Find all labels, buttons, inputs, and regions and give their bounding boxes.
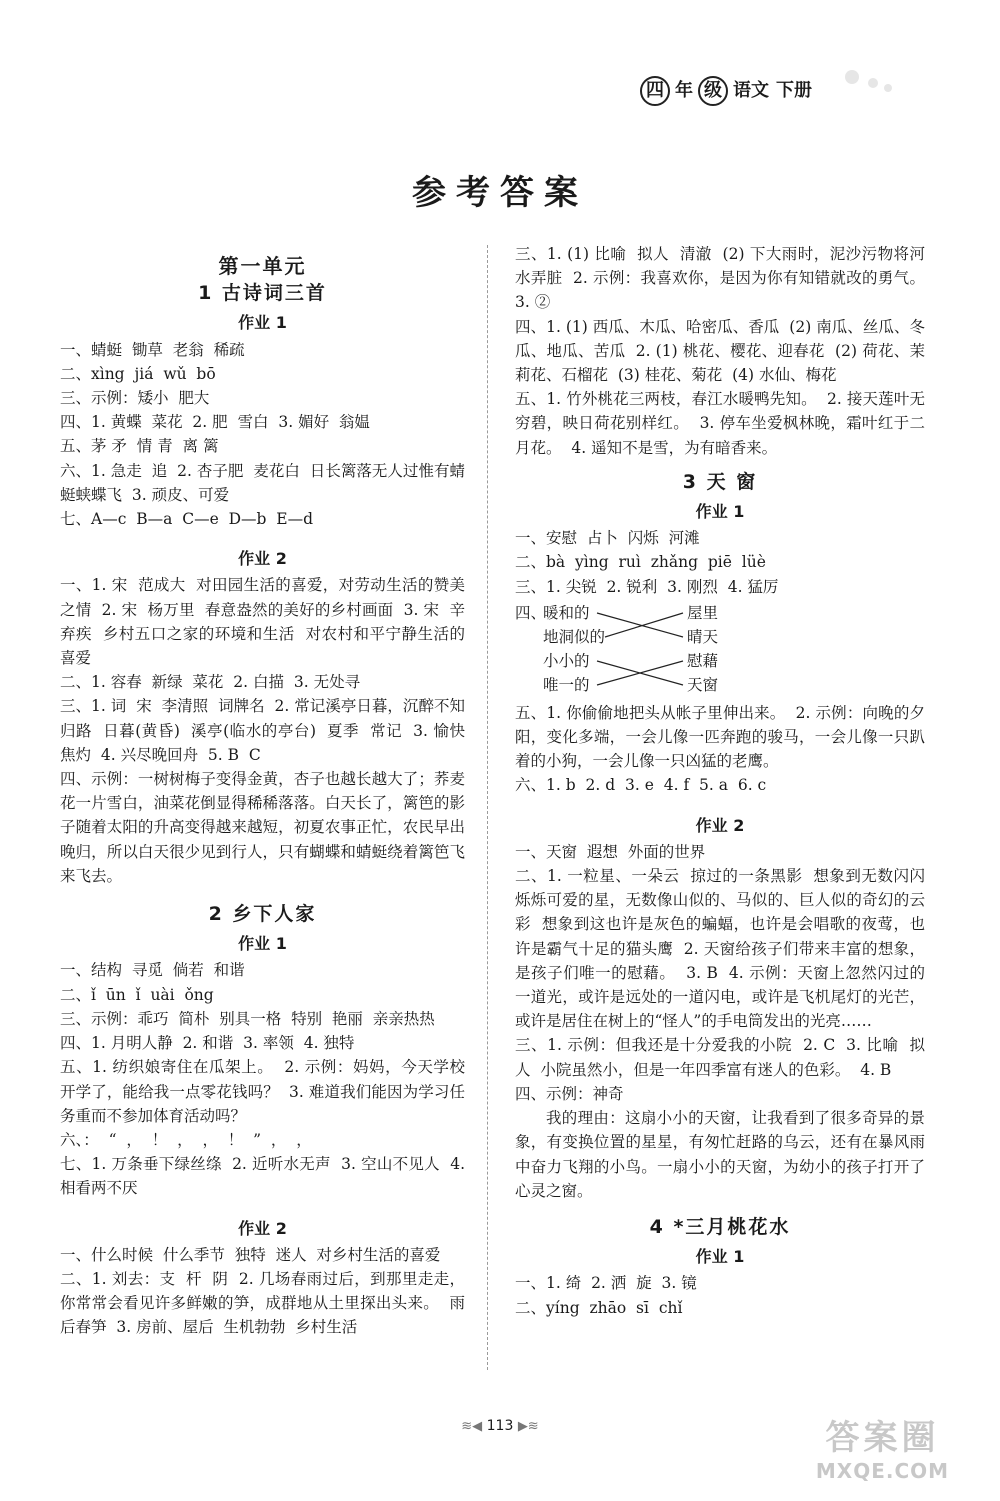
decor-dot — [845, 70, 859, 84]
lesson-heading: 1 古诗词三首 — [198, 282, 327, 305]
answer-line: 五、茅 矛 情 青 离 篱 — [60, 437, 219, 456]
decor-dot — [884, 84, 892, 92]
fish-decor-icon: ▶≋ — [517, 1419, 539, 1434]
lesson-heading: 4 *三月桃花水 — [649, 1215, 791, 1238]
answer-line: 二、ǐ ūn ǐ uài ǒng — [60, 985, 214, 1004]
match-left-item: 地洞似的 — [543, 627, 606, 646]
match-right-item: 慰藉 — [687, 651, 719, 670]
matching-exercise — [515, 601, 925, 697]
answer-line: 四、1. 月明人静 2. 和谐 3. 率领 4. 独特 — [60, 1034, 355, 1053]
answer-line: 四、1. 黄蝶 菜花 2. 肥 雪白 3. 媚好 翁媪 — [60, 413, 370, 432]
answer-line: 七、1. 万条垂下绿丝绦 2. 近听水无声 3. 空山不见人 4. 相看两不厌 — [60, 1155, 470, 1198]
homework-heading: 作业 2 — [695, 815, 745, 835]
matching-number: 四、 — [515, 603, 547, 622]
answer-line: 一、什么时候 什么季节 独特 迷人 对乡村生活的喜爱 — [60, 1245, 441, 1264]
answer-line: 五、1. 竹外桃花三两枝，春江水暖鸭先知。 2. 接天莲叶无穷碧，映日荷花别样红。 3. 停车坐爱枫林晚，霜叶红于二月花。 4. 遥知不是雪，为有暗香来。 — [515, 390, 925, 457]
answer-line: 五、1. 纺织娘寄住在瓜架上。 2. 示例：妈妈，今天学校开学了，能给我一点零花钱吗？ 3. 难道我们能因为学习任务重而不参加体育活动吗？ — [60, 1058, 465, 1125]
match-right-item: 屋里 — [687, 603, 719, 622]
site-watermark — [790, 1410, 975, 1495]
page-number: 113 — [486, 1418, 514, 1434]
answer-line: 一、1. 宋 范成大 对田园生活的喜爱，对劳动生活的赞美之情 2. 宋 杨万里 春意盎然的美好的乡村画面 3. 宋 辛弃疾 乡村五口之家的环境和生活 对农村和平宁静生活的喜爱 — [60, 576, 465, 668]
answer-line: 我的理由：这扇小小的天窗，让我看到了很多奇异的景象，有变换位置的星星，有匆忙赶路的乌云，还有在暴风雨中奋力飞翔的小鸟。一扇小小的天窗，为幼小的孩子打开了心灵之窗。 — [515, 1109, 925, 1200]
lesson-heading: 2 乡下人家 — [208, 903, 317, 926]
answer-line: 一、结构 寻觅 倘若 和谐 — [60, 961, 245, 980]
answer-line: 一、天窗 遐想 外面的世界 — [515, 842, 706, 861]
homework-heading: 作业 1 — [238, 934, 287, 954]
grade-char: 四 — [640, 76, 670, 106]
match-left-item: 暖和的 — [543, 603, 590, 622]
answer-line: 三、示例：矮小 肥大 — [60, 389, 210, 408]
answer-line: 六、1. b 2. d 3. e 4. f 5. a 6. c — [515, 776, 767, 795]
match-right-item: 晴天 — [687, 627, 719, 646]
matching-lines — [595, 601, 685, 697]
subject-label: 语文 — [733, 80, 769, 101]
match-left-item: 小小的 — [543, 651, 590, 670]
homework-heading: 作业 2 — [238, 549, 287, 569]
page-title: 参考答案 — [412, 173, 588, 213]
answer-line: 二、1. 容春 新绿 菜花 2. 白描 3. 无处寻 — [60, 673, 361, 692]
volume-label: 下册 — [776, 80, 812, 101]
column-divider — [487, 245, 488, 1370]
watermark-bottom: MXQE.COM — [815, 1459, 950, 1483]
right-column — [515, 242, 935, 1320]
answer-line: 四、示例：神奇 — [515, 1084, 624, 1103]
grade-badge — [640, 76, 817, 106]
answer-line: 三、示例：乖巧 简朴 别具一格 特别 艳丽 亲亲热热 — [60, 1009, 435, 1028]
answer-line: 六、1. 急走 追 2. 杏子肥 麦花白 日长篱落无人过惟有蜻蜓蛱蝶飞 3. 顽皮、可爱 — [60, 461, 465, 504]
fish-decor-icon: ≋◀ — [461, 1419, 483, 1434]
lesson-heading: 3 天 窗 — [682, 470, 758, 493]
answer-line: 六、： “ ， ！ ， ， ！ ” ， ， — [60, 1130, 312, 1149]
answer-line: 五、1. 你偷偷地把头从帐子里伸出来。 2. 示例：向晚的夕阳，变化多端，一会儿像一匹奔跑的骏马，一会儿像一只趴着的小狗，一会儿像一只凶猛的老鹰。 — [515, 703, 925, 771]
answer-line: 三、1. 示例：但我还是十分爱我的小院 2. C 3. 比喻 拟人 小院虽然小，但是一年四季富有迷人的色彩。 4. B — [515, 1036, 925, 1079]
ji-char: 级 — [698, 76, 728, 106]
match-left-item: 唯一的 — [543, 675, 590, 694]
answer-line: 四、1. (1) 西瓜、木瓜、哈密瓜、香瓜 (2) 南瓜、丝瓜、冬瓜、地瓜、苦瓜 2. (1) 桃花、樱花、迎春花 (2) 荷花、茉莉花、石榴花 (3) 桂花、菊花 (4) 水仙、梅花 — [515, 317, 925, 385]
answer-line: 四、示例：一树树梅子变得金黄，杏子也越长越大了；荞麦花一片雪白，油菜花倒显得稀稀落落。白天长了，篱笆的影子随着太阳的升高变得越来越短，初夏农事正忙，农民早出晚归，所以白天很少见到行人，只有蝴蝶和蜻蜓绕着篱笆飞来飞去。 — [60, 770, 465, 885]
answer-line: 三、1. 尖锐 2. 锐利 3. 刚烈 4. 猛厉 — [515, 577, 779, 596]
answer-line: 一、安慰 占卜 闪烁 河滩 — [515, 529, 700, 548]
homework-heading: 作业 1 — [695, 502, 745, 522]
answer-line: 二、1. 刘去：支 杆 阴 2. 几场春雨过后，到那里走走，你常常会看见许多鲜嫩的笋，成群地从土里探出头来。 雨后春笋 3. 房前、屋后 生机勃勃 乡村生活 — [60, 1269, 465, 1337]
answer-line: 三、1. (1) 比喻 拟人 清澈 (2) 下大雨时，泥沙污物将河水弄脏 2. 示例：我喜欢你，是因为你有知错就改的勇气。 3. ② — [515, 245, 935, 312]
answer-line: 一、蜻蜓 锄草 老翁 稀疏 — [60, 340, 245, 359]
homework-heading: 作业 2 — [238, 1218, 287, 1238]
answer-line: 二、xìng jiá wǔ bō — [60, 364, 216, 383]
match-right-item: 天窗 — [687, 675, 719, 694]
homework-heading: 作业 1 — [695, 1247, 745, 1267]
answer-line: 七、A—c B—a C—e D—b E—d — [60, 510, 314, 529]
watermark-top: 答案圈 — [825, 1418, 940, 1458]
homework-heading: 作业 1 — [238, 313, 287, 333]
answer-line: 二、1. 一粒星、一朵云 掠过的一条黑影 想象到无数闪闪烁烁可爱的星，无数像山似的、马似的、巨人似的奇幻的云彩 想象到这也许是灰色的蝙蝠，也许是会唱歌的夜莺，也许是霸气十足的猫头鹰 2. 天窗给孩子们带来丰富的想象，是孩子们唯一的慰藉。 3. B 4. 示例：天窗上忽然闪过的一道光，或许是远处的一道闪电，或许是飞机尾灯的光芒，或许是居住在树上的“怪人”的手电筒发出的光亮…… — [515, 867, 925, 1031]
answer-line: 二、yíng zhāo sī chǐ — [515, 1298, 683, 1317]
left-column — [60, 250, 475, 1340]
answer-line: 二、bà yìng ruì zhǎng piē lüè — [515, 553, 766, 572]
unit-heading: 第一单元 — [218, 254, 307, 278]
answer-line: 三、1. 词 宋 李清照 词牌名 2. 常记溪亭日暮，沉醉不知归路 日暮(黄昏) 溪亭(临水的亭台) 夏季 常记 3. 愉快 焦灼 4. 兴尽晚回舟 5. B C — [60, 697, 475, 764]
nian-char: 年 — [675, 80, 693, 101]
decor-dot — [868, 78, 878, 88]
answer-line: 一、1. 绮 2. 洒 旋 3. 镜 — [515, 1274, 697, 1293]
